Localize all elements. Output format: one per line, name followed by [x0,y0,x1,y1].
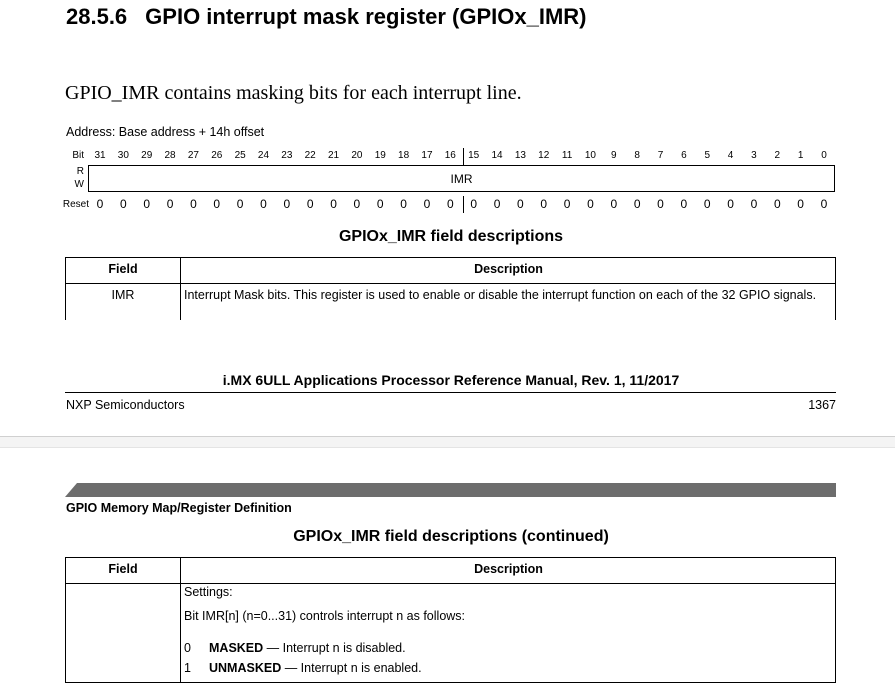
reset-value: 0 [820,197,828,211]
reset-value: 0 [283,197,291,211]
bit-number: 31 [94,150,106,161]
reset-value: 0 [587,197,594,211]
bit-number: 10 [584,150,596,161]
reset-value: 0 [657,197,664,211]
bit-number: 19 [374,150,386,161]
option-masked [209,640,406,656]
bit-number: 2 [774,150,781,161]
bit-number: 15 [468,150,480,161]
bit-number: 6 [681,150,687,161]
address-line: Address: Base address + 14h offset [66,125,265,139]
section-heading [66,4,587,30]
reset-value: 0 [610,197,618,211]
continued-table [65,557,836,683]
section-number: 28.5.6 [66,4,128,29]
reset-value: 0 [703,197,711,211]
reset-label: Reset [62,199,89,210]
col-header-description: Description [474,262,543,276]
section-header-title: GPIO Memory Map/Register Definition [66,501,292,515]
continued-table-right-edge [835,584,836,683]
bit-number: 14 [491,150,503,161]
register-field-name: IMR [450,172,473,186]
reset-value: 0 [470,197,478,211]
bit-number: 23 [281,150,293,161]
bit-number: 26 [211,150,223,161]
reset-value: 0 [727,197,734,211]
continued-table-left-edge [65,584,66,683]
read-label: R [76,166,84,177]
reset-values-row [0,197,895,213]
reset-value: 0 [236,197,244,211]
reset-value: 0 [423,197,431,211]
reset-value: 0 [493,197,501,211]
reset-value: 0 [166,197,174,211]
bit-number: 25 [234,150,246,161]
reset-value: 0 [517,197,524,211]
reset-value: 0 [120,197,127,211]
reset-value: 0 [260,197,267,211]
half-divider-top [463,148,464,165]
bit-number: 16 [444,150,456,161]
intro-paragraph: GPIO_IMR contains masking bits for each interrupt line. [65,82,522,104]
option-desc-unmasked: — Interrupt n is enabled. [281,661,422,675]
row-description-imr: Interrupt Mask bits. This register is used to enable or disable the interrupt function on each of the 32 GPIO signals. [184,288,817,302]
bit-number: 4 [727,150,734,161]
settings-label: Settings: [184,585,233,599]
continued-col-header-field: Field [108,562,138,576]
bit-number: 29 [141,150,153,161]
option-value-0: 0 [184,641,191,655]
bit-number: 22 [304,150,316,161]
reset-value: 0 [330,197,337,211]
option-name-unmasked: UNMASKED [209,661,282,675]
bit-number: 9 [611,150,617,161]
bit-number: 28 [164,150,176,161]
bit-number: 20 [351,150,363,161]
bit-number: 21 [327,150,340,161]
bit-number: 11 [561,150,573,161]
bit-number: 12 [538,150,550,161]
bit-number: 3 [751,150,757,161]
footer-manual-title: i.MX 6ULL Applications Processor Reference Manual, Rev. 1, 11/2017 [222,372,680,388]
option-name-masked: MASKED [209,641,264,655]
field-table [65,257,836,320]
half-divider-bottom [463,196,464,213]
bit-label: Bit [72,150,84,161]
reset-value: 0 [680,197,688,211]
field-table-title: GPIOx_IMR field descriptions [338,228,564,245]
continued-table-title: GPIOx_IMR field descriptions (continued) [293,528,609,545]
bit-number: 1 [797,150,804,161]
field-table-right-edge [835,284,836,320]
reset-value: 0 [96,197,104,211]
write-label: W [74,179,84,190]
option-value-1: 1 [184,661,191,675]
register-field-box [88,165,835,192]
reset-value: 0 [143,197,151,211]
continued-col-header-description: Description [474,562,543,576]
section-title: GPIO interrupt mask register (GPIOx_IMR) [145,4,587,29]
bit-number: 8 [634,150,640,161]
reset-value: 0 [353,197,361,211]
option-desc-masked: — Interrupt n is disabled. [263,641,406,655]
col-header-field: Field [108,262,138,276]
reset-value: 0 [446,197,454,211]
bit-numbers-row [0,150,895,164]
reset-value: 0 [376,197,384,211]
footer-rule [65,392,836,393]
reset-value: 0 [540,197,548,211]
reset-value: 0 [797,197,804,211]
reset-value: 0 [400,197,407,211]
bit-number: 17 [421,150,433,161]
bit-number: 7 [657,150,664,161]
bit-number: 5 [704,150,710,161]
bit-number: 13 [514,150,526,161]
bit-number: 30 [117,150,129,161]
reset-value: 0 [773,197,781,211]
bit-control-description: Bit IMR[n] (n=0...31) controls interrupt n as follows: [184,609,466,623]
reset-value: 0 [633,197,641,211]
page-break [0,436,895,448]
reset-value: 0 [306,197,314,211]
continued-table-bottom [65,682,836,683]
bit-number: 0 [821,150,827,161]
reset-value: 0 [190,197,197,211]
reset-value: 0 [213,197,221,211]
bit-number: 18 [398,150,410,161]
reset-value: 0 [750,197,758,211]
section-header-bar [65,483,836,497]
row-field-imr: IMR [111,288,135,302]
option-unmasked [209,660,422,676]
bit-number: 27 [187,150,199,161]
footer-company: NXP Semiconductors [66,398,185,412]
footer-page-number: 1367 [808,398,836,412]
bit-number: 24 [257,150,270,161]
reset-value: 0 [563,197,571,211]
